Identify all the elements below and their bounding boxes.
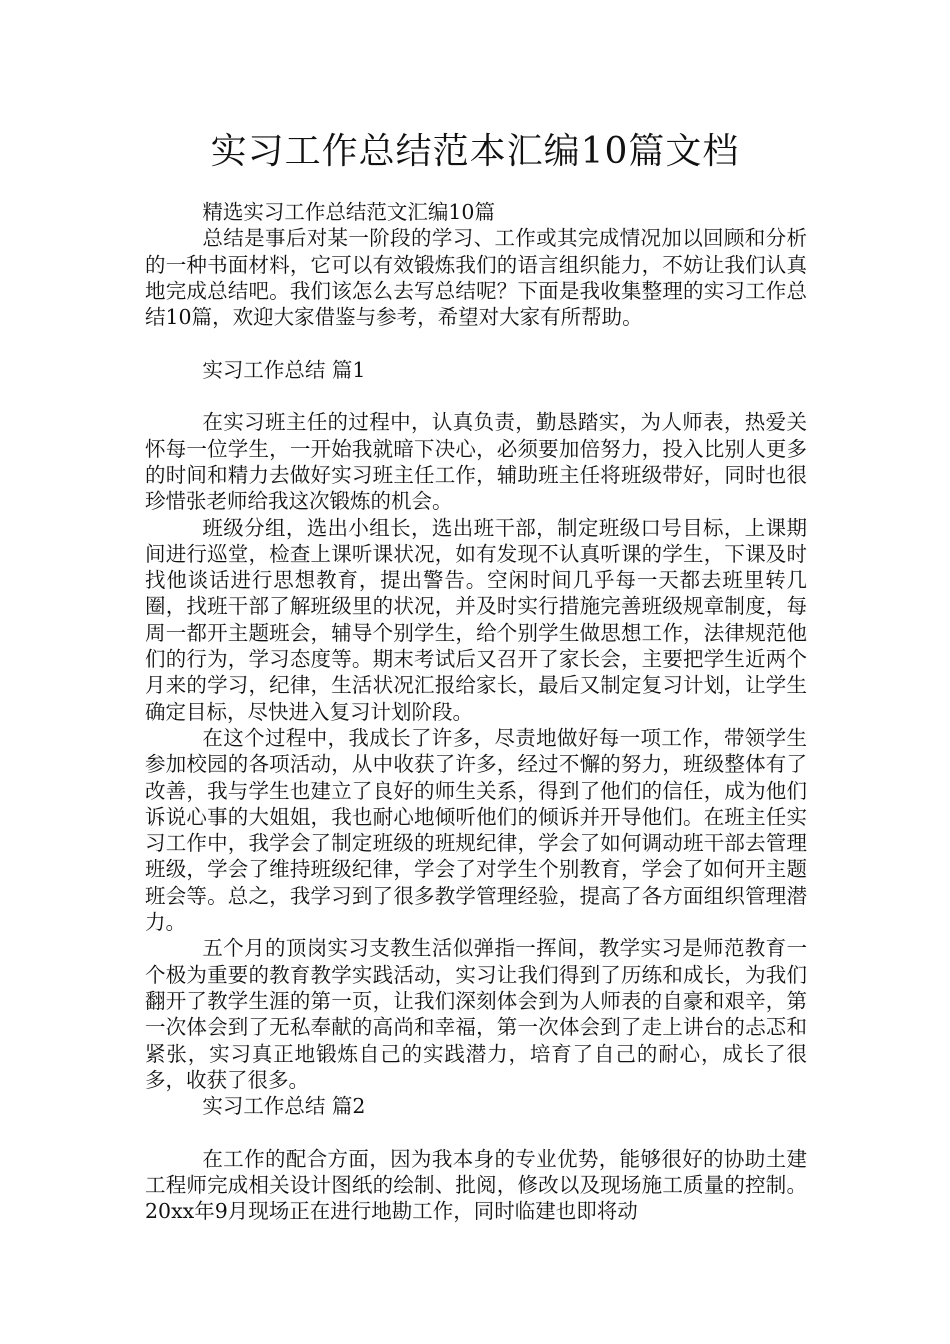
body-paragraph: 在工作的配合方面，因为我本身的专业优势，能够很好的协助土建工程师完成相关设计图纸的绘制、批阅，修改以及现场施工质量的控制。20xx年9月现场正在进行地勘工作，同时临建也即将动: [145, 1146, 807, 1224]
blank-line: [145, 1119, 807, 1145]
document-title: 实习工作总结范本汇编10篇文档: [210, 131, 740, 172]
body-paragraph: 班级分组，选出小组长，选出班干部，制定班级口号目标，上课期间进行巡堂，检查上课听课状况，如有发现不认真听课的学生，下课及时找他谈话进行思想教育，提出警告。空闲时间几乎每一天都去班里转几圈，找班干部了解班级里的状况，并及时实行措施完善班级规章制度，每周一都开主题班会，辅导个别学生，给个别学生做思想工作，法律规范他们的行为，学习态度等。期末考试后又召开了家长会，主要把学生近两个月来的学习，纪律，生活状况汇报给家长，最后又制定复习计划，让学生确定目标，尽快进入复习计划阶段。: [145, 515, 807, 724]
body-paragraph: 在实习班主任的过程中，认真负责，勤恳踏实，为人师表，热爱关怀每一位学生，一开始我就暗下决心，必须要加倍努力，投入比别人更多的时间和精力去做好实习班主任工作，辅助班主任将班级带好，同时也很珍惜张老师给我这次锻炼的机会。: [145, 410, 807, 514]
section-heading: 实习工作总结 篇1: [202, 357, 366, 382]
document-subtitle: 精选实习工作总结范文汇编10篇: [202, 200, 495, 224]
blank-line: [145, 330, 807, 356]
section-heading: 实习工作总结 篇2: [202, 1094, 366, 1119]
intro-paragraph: 总结是事后对某一阶段的学习、工作或其完成情况加以回顾和分析的一种书面材料，它可以有效锻炼我们的语言组织能力，不妨让我们认真地完成总结吧。我们该怎么去写总结呢？下面是我收集整理的实习工作总结10篇，欢迎大家借鉴与参考，希望对大家有所帮助。: [145, 226, 807, 330]
document-body: [145, 199, 807, 1225]
body-paragraph: 在这个过程中，我成长了许多，尽责地做好每一项工作，带领学生参加校园的各项活动，从中收获了许多，经过不懈的努力，班级整体有了改善，我与学生也建立了良好的师生关系，得到了他们的信任，成为他们诉说心事的大姐姐，我也耐心地倾听他们的倾诉并开导他们。在班主任实习工作中，我学会了制定班级的班规纪律，学会了如何调动班干部去管理班级，学会了维持班级纪律，学会了对学生个别教育，学会了如何开主题班会等。总之，我学习到了很多教学管理经验，提高了各方面组织管理潜力。: [145, 725, 807, 935]
blank-line: [145, 383, 807, 409]
body-paragraph: 五个月的顶岗实习支教生活似弹指一挥间，教学实习是师范教育一个极为重要的教育教学实践活动，实习让我们得到了历练和成长，为我们翻开了教学生涯的第一页，让我们深刻体会到为人师表的自豪和艰辛，第一次体会到了无私奉献的高尚和幸福，第一次体会到了走上讲台的忐忑和紧张，实习真正地锻炼自己的实践潜力，培育了自己的耐心，成长了很多，收获了很多。: [145, 936, 807, 1092]
